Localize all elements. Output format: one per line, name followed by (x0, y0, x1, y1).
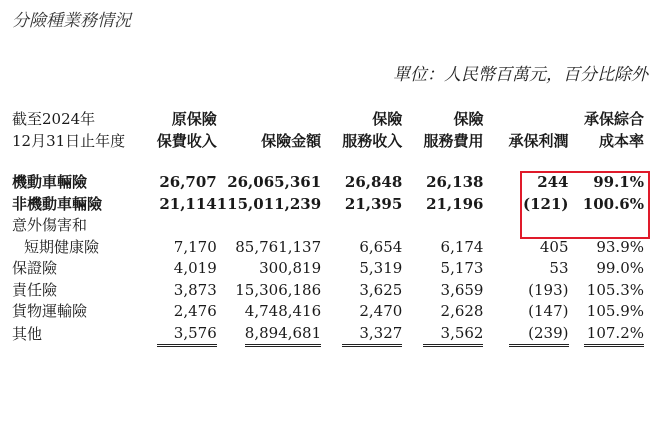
cell-amount: 8,894,681 (245, 323, 321, 348)
cell-ratio: 99.0% (596, 259, 644, 277)
cell-ratio: 93.9% (596, 237, 644, 256)
cell-amount: 26,065,361 (227, 173, 322, 191)
header-amount: 保險金額 (261, 132, 322, 150)
insurance-business-table (12, 108, 644, 347)
cell-profit: (239) (509, 323, 569, 348)
cell-service-income: 3,625 (359, 280, 403, 299)
cell-ratio: 105.3% (586, 280, 644, 299)
header-service-income: 保險 服務收入 (342, 110, 403, 150)
table-header (12, 108, 644, 172)
cell-service-expense: 21,196 (426, 194, 484, 213)
cell-service-income: 5,319 (359, 259, 403, 277)
table-row (12, 215, 644, 237)
cell-service-expense: 6,174 (440, 237, 484, 256)
row-label: 機動車輛險 (12, 173, 88, 191)
unit-note: 單位：人民幣百萬元，百分比除外 (393, 65, 648, 85)
cell-profit: 405 (539, 237, 569, 256)
page-title: 分險種業務情況 (12, 11, 131, 31)
table-row (12, 301, 644, 323)
header-profit: 承保利潤 (508, 132, 569, 150)
row-label-continued: 短期健康險 (24, 237, 100, 256)
row-label: 貨物運輸險 (12, 302, 88, 320)
row-label: 非機動車輛險 (12, 194, 103, 213)
cell-ratio: 107.2% (584, 323, 644, 348)
cell-service-expense: 26,138 (426, 173, 484, 191)
cell-amount: 85,761,137 (235, 237, 322, 256)
cell-premium: 21,114 (159, 194, 217, 213)
cell-service-expense: 3,562 (423, 323, 483, 348)
cell-profit: (193) (528, 280, 569, 299)
cell-profit: (147) (528, 302, 569, 320)
cell-premium: 3,873 (173, 280, 217, 299)
cell-service-expense: 2,628 (440, 302, 484, 320)
cell-premium: 7,170 (173, 237, 217, 256)
row-label: 保證險 (12, 259, 58, 277)
row-label: 責任險 (12, 280, 58, 299)
cell-service-expense: 3,659 (440, 280, 484, 299)
cell-service-income: 21,395 (344, 194, 403, 213)
cell-ratio: 100.6% (582, 194, 644, 213)
table-row (12, 172, 644, 194)
cell-premium: 4,019 (173, 259, 217, 277)
header-period: 截至2024年 12月31日止年度 (12, 110, 126, 150)
cell-premium: 3,576 (157, 323, 217, 348)
cell-amount: 300,819 (259, 259, 322, 277)
cell-ratio: 99.1% (593, 173, 644, 191)
cell-service-income: 6,654 (359, 237, 403, 256)
header-service-expense: 保險 服務費用 (423, 110, 484, 150)
cell-profit: 244 (537, 173, 569, 191)
row-label: 其他 (12, 325, 43, 343)
cell-service-income: 3,327 (342, 323, 402, 348)
header-ratio: 承保綜合 成本率 (583, 110, 644, 150)
cell-amount: 115,011,239 (216, 194, 322, 213)
table-row (12, 258, 644, 280)
table-row (12, 280, 644, 302)
table-row (12, 237, 644, 259)
row-label: 意外傷害和 (12, 216, 88, 234)
cell-service-income: 2,470 (359, 302, 403, 320)
cell-premium: 2,476 (173, 302, 217, 320)
cell-service-expense: 5,173 (440, 259, 484, 277)
cell-amount: 15,306,186 (235, 280, 322, 299)
cell-ratio: 105.9% (586, 302, 644, 320)
header-premium: 原保險 保費收入 (156, 110, 217, 150)
cell-profit: (121) (522, 194, 569, 213)
cell-premium: 26,707 (159, 173, 217, 191)
cell-amount: 4,748,416 (244, 302, 322, 320)
table-row (12, 194, 644, 216)
table-row (12, 323, 644, 348)
cell-service-income: 26,848 (344, 173, 403, 191)
cell-profit: 53 (549, 259, 569, 277)
